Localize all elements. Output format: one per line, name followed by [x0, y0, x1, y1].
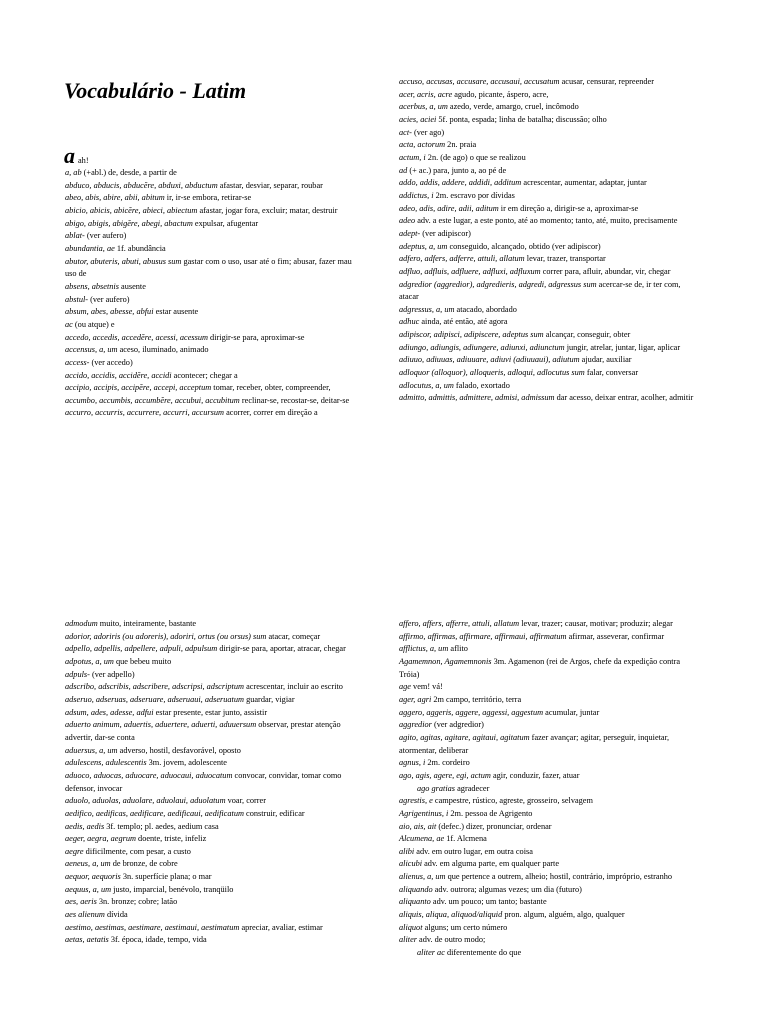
entry-headword: adipiscor, adipisci, adipiscere, adeptus sum [399, 330, 544, 340]
entry-definition: levar, trazer, transportar [524, 254, 606, 264]
entry-definition: afirmar, asseverar, confirmar [566, 631, 665, 641]
entry-headword: affero, affers, afferre, attuli, allatum [399, 619, 520, 628]
entry-headword: addictus, i [399, 190, 434, 200]
vocab-entry [399, 656, 699, 681]
vocab-entry [399, 821, 699, 834]
vocab-entry [65, 230, 363, 243]
entry-definition: pron. algum, alguém, algo, qualquer [502, 910, 625, 920]
entry-headword: acies, aciei [399, 114, 437, 124]
entry-definition: 2m. cordeiro [425, 758, 470, 768]
entry-definition: 2m. escravo por dívidas [433, 190, 515, 200]
entry-definition: ausente [118, 281, 146, 291]
vocab-entry [399, 354, 699, 367]
entry-definition: (+abl.) de, desde, a partir de [81, 168, 177, 177]
vocab-entry [399, 127, 699, 140]
entry-definition: expulsar, afugentar [192, 218, 259, 228]
entry-definition: dar acesso, deixar entrar, acolher, admitir [554, 393, 694, 403]
entry-headword: adfero, adfers, adferre, attuli, allatum [399, 254, 525, 264]
entry-headword: affirmo, affirmas, affirmare, affirmaui, affirmatum [399, 631, 567, 641]
entry-headword: ad [399, 165, 408, 175]
vocab-entry [399, 380, 699, 393]
entry-headword: absens, absetnis [65, 281, 119, 291]
entry-definition: 5f. ponta, espada; linha de batalha; discussão; olho [436, 114, 607, 124]
vocab-entry [399, 329, 699, 342]
entry-headword: agito, agitas, agitare, agitaui, agitatum [399, 732, 530, 742]
vocab-entry [399, 896, 699, 909]
entry-headword: aes, aeris [65, 897, 97, 907]
vocab-entry [65, 669, 363, 682]
entry-headword: adgressus, a, um [399, 304, 455, 314]
entry-definition: (ver adpello) [89, 669, 135, 679]
vocab-entry [399, 279, 699, 304]
vocab-entry [399, 152, 699, 165]
entry-definition: convocar, convidar, tomar como defensor, invocar [65, 770, 342, 793]
entry-definition: acusar, censurar, repreender [559, 77, 654, 86]
entry-definition: falar, conversar [584, 368, 639, 378]
entry-headword: actum, i [399, 152, 426, 162]
entry-definition: justo, imparcial, benévolo, tranqüilo [111, 884, 234, 894]
vocab-entry [65, 681, 363, 694]
entry-definition: aceso, iluminado, animado [117, 345, 209, 355]
vocab-entry [399, 89, 699, 102]
entry-headword: alibi [399, 846, 415, 856]
entry-definition: acontecer; chegar a [171, 370, 238, 380]
entry-definition: adv. um pouco; um tanto; bastante [430, 897, 547, 907]
vocab-entry [65, 631, 363, 644]
entry-headword: aio, ais, ait [399, 821, 437, 831]
entry-headword: aliquis, aliqua, aliquod/aliquid [399, 910, 503, 920]
entry-definition: estar ausente [153, 307, 199, 317]
entry-definition: acercar-se de, ir ter com, atacar [399, 279, 681, 302]
entry-headword: aduersus, a, um [65, 745, 118, 755]
entry-definition: azedo, verde, amargo, cruel, incômodo [447, 102, 579, 112]
entry-headword: afflictus, a, um [399, 644, 449, 654]
vocab-entry [399, 367, 699, 380]
entry-headword: acer, acris, acre [399, 89, 453, 99]
vocab-entry [65, 745, 363, 758]
entry-headword: accensus, a, um [65, 345, 118, 355]
entry-headword: accurro, accurris, accurrere, accurri, accursum [65, 408, 224, 418]
entry-headword: adloquor (alloquor), alloqueris, adloqui, adlocutus sum [399, 368, 585, 378]
entry-definition: adv. outrora; algumas vezes; um dia (futuro) [432, 884, 582, 894]
vocab-entry [65, 795, 363, 808]
vocab-entry [65, 707, 363, 720]
vocab-entry [399, 934, 699, 947]
vocab-entry [399, 316, 699, 329]
vocab-entry [399, 732, 699, 757]
entry-headword: adorior, adoriris (ou adoreris), adoriri, ortus (ou orsus) sum [65, 631, 267, 641]
entry-headword: Agamemnon, Agamemnonis [399, 656, 492, 666]
entry-headword: alienus, a, um [399, 872, 446, 882]
entry-definition: que pertence a outrem, alheio; hostil, contrário, impróprio, estranho [445, 872, 673, 882]
entry-headword: abutor, abuteris, abuti, abusus sum [65, 256, 182, 266]
entry-definition: 3m. Agamenon (rei de Argos, chefe da expedição contra Tróia) [399, 656, 681, 679]
vocab-entry [399, 833, 699, 846]
entry-definition: vem! vá! [410, 682, 443, 692]
entry-headword: adpotus, a, um [65, 656, 114, 666]
entry-headword: adept- [399, 228, 421, 238]
entry-definition: afastar, desviar, separar, roubar [217, 180, 323, 190]
entry-definition: alguns; um certo número [422, 922, 508, 932]
vocab-entry [399, 177, 699, 190]
entry-definition: dificilmente, com pesar, a custo [83, 846, 191, 856]
vocab-entry [399, 253, 699, 266]
vocab-entry [65, 770, 363, 795]
vocab-entry [399, 266, 699, 279]
entry-headword: accipio, accipis, accipĕre, accepi, acceptum [65, 383, 212, 393]
page-title: Vocabulário - Latim [64, 78, 247, 103]
vocab-entry [65, 243, 363, 256]
entry-headword: aedifico, aedificas, aedificare, aedificaui, aedificatum [65, 808, 244, 818]
entry-definition: 1f. abundância [114, 243, 166, 253]
entry-headword: abduco, abducis, abducĕre, abduxi, abductum [65, 180, 218, 190]
entry-definition: (ver ago) [411, 127, 445, 137]
entry-definition: (ver accedo) [89, 357, 133, 367]
entry-definition: estar presente, estar junto, assistir [153, 707, 268, 717]
vocab-entry [399, 203, 699, 216]
vocab-entry [65, 719, 363, 744]
entry-headword: aliquanto [399, 897, 431, 907]
entry-headword: Agrigentinus, i [399, 808, 449, 818]
vocab-entry [65, 256, 363, 281]
vocab-entry [65, 180, 363, 193]
entry-definition: jungir, atrelar, juntar, ligar, aplicar [564, 342, 681, 352]
vocab-entry [65, 757, 363, 770]
entry-definition: voar, correr [225, 796, 266, 806]
entry-definition: agudo, picante, áspero, acre, [452, 89, 549, 99]
entry-headword: abicio, abicis, abicĕre, abieci, abiectum [65, 205, 198, 215]
entry-definition: dívida [104, 910, 128, 920]
entry-headword: abeo, abis, abire, abii, abitum [65, 193, 165, 203]
entry-definition: campestre, rústico, agreste, grosseiro, selvagem [432, 796, 593, 806]
vocab-entry [65, 294, 363, 307]
entry-definition: (ver aufero) [84, 231, 127, 241]
entry-headword: accedo, accedis, accedĕre, acessi, acessum [65, 332, 208, 342]
vocab-entry [399, 304, 699, 317]
entry-definition: atacar, começar [266, 631, 321, 641]
vocab-entry [65, 909, 363, 922]
entry-headword: a, ab [65, 168, 82, 177]
entry-definition: atacado, abordado [454, 304, 517, 314]
entry-headword: adpuls- [65, 669, 90, 679]
entry-headword: accuso, accusas, accusare, accusaui, accusatum [399, 77, 560, 86]
entry-definition: correr para, afluir, abundar, vir, chegar [540, 266, 671, 276]
entry-definition: falado, exortado [453, 380, 510, 390]
vocab-entry [399, 392, 699, 405]
vocab-entry [399, 858, 699, 871]
entry-definition: ajudar, auxiliar [579, 355, 632, 365]
vocab-entry [65, 357, 363, 370]
entry-headword: adgredior (aggredior), adgredieris, adgredi, adgressus sum [399, 279, 597, 289]
entry-definition: (ou atque) e [72, 319, 115, 329]
vocabulary-column-3 [65, 618, 363, 947]
entry-definition: acumular, juntar [543, 707, 600, 717]
entry-definition: (ver adgredior) [431, 720, 484, 730]
entry-definition: apreciar, avaliar, estimar [239, 922, 323, 932]
entry-definition: conseguido, alcançado, obtido (ver adipiscor) [447, 241, 601, 251]
entry-headword: adsum, ades, adesse, adfui [65, 707, 154, 717]
entry-headword: abigo, abigis, abigĕre, abegi, abactum [65, 218, 193, 228]
entry-definition: 2m campo, território, terra [431, 694, 522, 704]
entry-definition: adv. a este lugar, a este ponto, até ao momento; tanto, até, muito, precisamente [415, 216, 678, 226]
entry-headword: aeger, aegra, aegrum [65, 834, 136, 844]
entry-definition: adv. em outro lugar, em outra coisa [414, 846, 533, 856]
entry-headword: adeptus, a, um [399, 241, 448, 251]
entry-headword: aetas, aetatis [65, 935, 109, 945]
entry-headword: aestimo, aestimas, aestimare, aestimaui, aestimatum [65, 922, 240, 932]
entry-headword: aeneus, a, um [65, 859, 111, 869]
entry-headword: adiungo, adiungis, adiungere, adiunxi, adiunctum [399, 342, 565, 352]
vocab-entry [399, 757, 699, 770]
entry-headword: accido, accidis, accidĕre, accidi [65, 370, 172, 380]
entry-headword: aequor, aequoris [65, 872, 121, 882]
entry-definition: 2m. pessoa de Agrigento [448, 808, 533, 818]
entry-definition: 3f. templo; pl. aedes, aedium casa [104, 821, 219, 831]
vocab-entry [399, 631, 699, 644]
entry-definition: gastar com o uso, usar até o fim; abusar, fazer mau uso de [65, 256, 352, 279]
entry-headword: access- [65, 357, 90, 367]
entry-headword: ac [65, 319, 73, 329]
entry-definition: dirigir-se para, aportar, atracar, chegar [217, 644, 346, 654]
vocab-entry [399, 770, 699, 783]
entry-headword: aliquot [399, 922, 423, 932]
entry-definition: levar, trazer; causar, motivar; produzir; alegar [519, 619, 673, 628]
entry-headword: Alcumena, ae [399, 834, 445, 844]
vocab-entry [65, 871, 363, 884]
entry-headword: adseruo, adseruas, adseruare, adseruaui, adseruatum [65, 694, 244, 704]
entry-definition: adv. de outro modo; [416, 935, 486, 945]
letter-heading [64, 143, 89, 169]
entry-headword: abundantia, ae [65, 243, 115, 253]
vocab-entry [65, 846, 363, 859]
entry-headword: ago gratias [417, 783, 456, 793]
entry-headword: aedis, aedis [65, 821, 105, 831]
vocab-entry [399, 228, 699, 241]
entry-definition: (ver aufero) [88, 294, 130, 304]
vocab-entry [65, 205, 363, 218]
entry-headword: adulescens, adulescentis [65, 758, 147, 768]
entry-headword: absum, abes, abesse, abfui [65, 307, 154, 317]
vocab-entry [399, 190, 699, 203]
entry-definition: 2n. praia [445, 140, 477, 150]
entry-definition: afastar, jogar fora, excluir; matar, destruir [197, 205, 338, 215]
vocab-entry [65, 192, 363, 205]
vocab-entry [399, 694, 699, 707]
vocab-entry [399, 808, 699, 821]
section-letter-definition: ah! [78, 156, 89, 165]
vocab-entry [399, 922, 699, 935]
vocab-entry [65, 896, 363, 909]
vocab-entry [65, 395, 363, 408]
vocab-entry [65, 656, 363, 669]
vocab-entry [399, 846, 699, 859]
vocab-entry [65, 808, 363, 821]
vocab-entry [399, 165, 699, 178]
vocabulary-column-4 [399, 618, 699, 960]
vocab-entry [399, 101, 699, 114]
entry-definition: acrescentar, aumentar, adaptar, juntar [521, 178, 647, 188]
entry-definition: 3n. superfície plana; o mar [120, 872, 212, 882]
vocab-entry [65, 332, 363, 345]
entry-headword: adhuc [399, 317, 420, 327]
entry-headword: ablat- [65, 231, 85, 241]
entry-definition: diferentemente do que [444, 948, 522, 958]
entry-headword: ago, agis, agere, egi, actum [399, 770, 491, 780]
vocab-entry [65, 694, 363, 707]
vocab-entry [65, 643, 363, 656]
entry-definition: 3m. jovem, adolescente [146, 758, 227, 768]
vocab-entry [399, 139, 699, 152]
entry-definition: reclinar-se, recostar-se, deitar-se [239, 395, 350, 405]
vocab-entry [399, 681, 699, 694]
section-letter: a [64, 143, 75, 168]
entry-definition: (ver adipiscor) [420, 228, 471, 238]
entry-headword: age [399, 682, 411, 692]
entry-definition: ainda, até então, até agora [419, 317, 508, 327]
vocab-entry [65, 344, 363, 357]
entry-headword: acta, actorum [399, 140, 446, 150]
entry-definition: 2n. (de ago) o que se realizou [425, 152, 526, 162]
entry-definition: de bronze, de cobre [110, 859, 178, 869]
entry-headword: adeo [399, 216, 416, 226]
entry-headword: addo, addis, addere, addidi, additum [399, 178, 522, 188]
entry-headword: aliter [399, 935, 417, 945]
vocab-entry [65, 370, 363, 383]
entry-headword: agnus, i [399, 758, 426, 768]
vocab-entry [65, 833, 363, 846]
entry-definition: muito, inteiramente, bastante [97, 619, 197, 628]
entry-headword: aegre [65, 846, 84, 856]
entry-headword: accumbo, accumbis, accumbĕre, accubui, accubitum [65, 395, 240, 405]
entry-definition: alcançar, conseguir, obter [543, 330, 631, 340]
vocab-entry [399, 215, 699, 228]
entry-headword: adfluo, adfluis, adfluere, adfluxi, adfluxum [399, 266, 541, 276]
entry-headword: acerbus, a, um [399, 102, 448, 112]
entry-definition: 3f. época, idade, tempo, vida [108, 935, 207, 945]
entry-definition: 1f. Alcmena [444, 834, 487, 844]
entry-headword: adpello, adpellis, adpellere, adpuli, adpulsum [65, 644, 218, 654]
entry-headword: agrestis, e [399, 796, 433, 806]
entry-definition: aflito [448, 644, 468, 654]
vocab-entry [65, 821, 363, 834]
entry-definition: tomar, receber, obter, compreender, [211, 383, 331, 393]
vocab-entry [399, 884, 699, 897]
vocab-entry [399, 618, 699, 631]
entry-headword: aduoco, aduocas, aduocare, aduocaui, aduocatum [65, 770, 233, 780]
vocab-entry [399, 947, 699, 960]
entry-definition: dirigir-se para, aproximar-se [207, 332, 305, 342]
entry-definition: guardar, vigiar [244, 694, 295, 704]
vocab-entry [65, 306, 363, 319]
entry-headword: admitto, admittis, admittere, admisi, admissum [399, 393, 555, 403]
entry-definition: fazer avançar; agitar, perseguir, inquietar, atormentar, deliberar [399, 732, 670, 755]
entry-headword: aequus, a, um [65, 884, 112, 894]
vocab-entry [65, 922, 363, 935]
entry-headword: aggredior [399, 720, 432, 730]
entry-definition: (defec.) dizer, pronunciar, ordenar [436, 821, 552, 831]
vocab-entry [399, 871, 699, 884]
entry-headword: adiuuo, adiuuas, adiuuare, adiuvi (adiuuaui), adiutum [399, 355, 580, 365]
entry-headword: aduolo, aduolas, aduolare, aduolaui, aduolatum [65, 796, 226, 806]
vocab-entry [399, 707, 699, 720]
entry-definition: 3n. bronze; cobre; latão [96, 897, 178, 907]
entry-headword: aes alienum [65, 910, 105, 920]
vocab-entry [65, 281, 363, 294]
vocab-entry [65, 167, 363, 180]
entry-definition: acorrer, correr em direção a [224, 408, 318, 418]
entry-definition: (+ ac.) para, junto a, ao pé de [407, 165, 507, 175]
entry-headword: aliter ac [417, 948, 445, 958]
vocab-entry [399, 719, 699, 732]
vocab-entry [65, 407, 363, 420]
vocab-entry [399, 783, 699, 796]
vocab-entry [65, 319, 363, 332]
vocab-entry [65, 884, 363, 897]
entry-headword: aggero, aggeris, aggere, aggessi, aggestum [399, 707, 544, 717]
entry-definition: agradecer [455, 783, 490, 793]
vocab-entry [399, 76, 699, 89]
entry-headword: alicubi [399, 859, 423, 869]
entry-definition: construir, edificar [243, 808, 305, 818]
entry-headword: adlocutus, a, um [399, 380, 454, 390]
entry-headword: aduerto animum, aduertis, aduertere, aduerti, aduuersum [65, 720, 257, 730]
vocab-entry [65, 618, 363, 631]
vocab-entry [399, 241, 699, 254]
entry-definition: adverso, hostil, desfavorável, oposto [117, 745, 241, 755]
vocab-entry [65, 218, 363, 231]
entry-headword: adscribo, adscribis, adscribere, adscripsi, adscriptum [65, 682, 244, 692]
entry-definition: acrescentar, incluir ao escrito [244, 682, 343, 692]
vocabulary-column-1 [65, 167, 363, 420]
vocab-entry [65, 858, 363, 871]
entry-headword: ager, agri [399, 694, 432, 704]
entry-definition: que bebeu muito [113, 656, 172, 666]
vocabulary-column-2 [399, 76, 699, 405]
entry-headword: abstul- [65, 294, 89, 304]
entry-headword: act- [399, 127, 412, 137]
entry-headword: aliquando [399, 884, 433, 894]
entry-definition: observar, prestar atenção advertir, dar-se conta [65, 720, 341, 742]
entry-definition: doente, triste, infeliz [135, 834, 207, 844]
vocab-entry [399, 114, 699, 127]
vocab-entry [399, 795, 699, 808]
entry-definition: ir, ir-se embora, retirar-se [164, 193, 252, 203]
vocab-entry [65, 934, 363, 947]
vocab-entry [399, 643, 699, 656]
entry-definition: ir em direção a, dirigir-se a, aproximar-se [498, 203, 639, 213]
entry-headword: adeo, adis, adire, adii, aditum [399, 203, 499, 213]
vocab-entry [65, 382, 363, 395]
entry-definition: agir, conduzir, fazer, atuar [490, 770, 580, 780]
entry-definition: adv. em alguma parte, em qualquer parte [422, 859, 560, 869]
vocab-entry [399, 909, 699, 922]
entry-headword: admodum [65, 619, 98, 628]
vocab-entry [399, 342, 699, 355]
